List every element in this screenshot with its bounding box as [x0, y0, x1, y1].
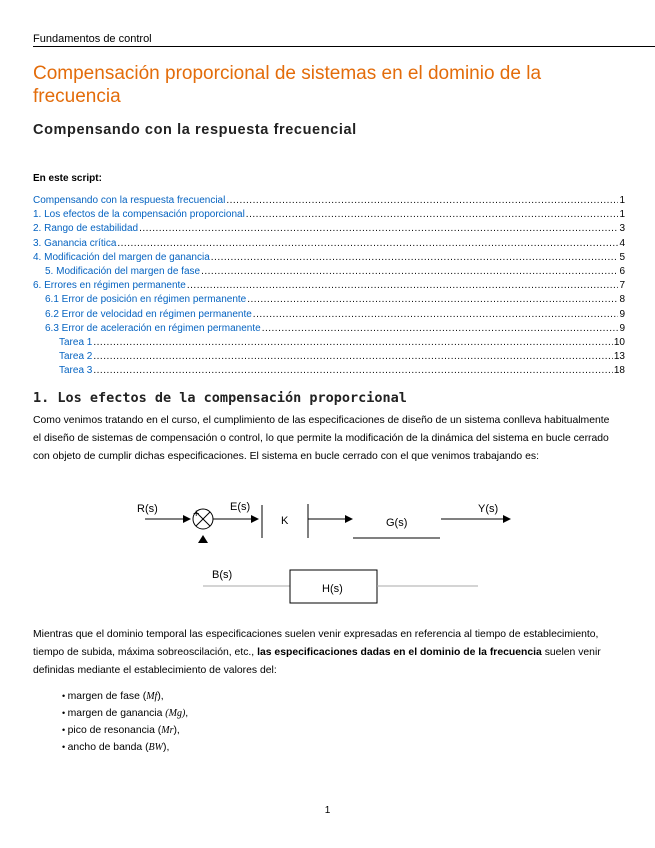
toc-entry[interactable]	[33, 364, 625, 378]
toc-entry-label[interactable]: 4. Modificación del margen de ganancia	[33, 251, 210, 263]
feedback-block-label: H(s)	[322, 583, 343, 595]
toc-entry-page: 9	[619, 308, 625, 320]
toc-entry-label[interactable]: 2. Rango de estabilidad	[33, 223, 139, 235]
toc-entry-label[interactable]: 6.1 Error de posición en régimen permanente	[45, 294, 247, 306]
toc-entry-page: 7	[619, 280, 625, 292]
toc-entry[interactable]	[33, 279, 625, 293]
list-item-symbol: BW	[148, 742, 163, 753]
spec-text-end: suelen venir definidas mediante el establecimiento de valores del:	[33, 647, 601, 676]
toc-entry[interactable]	[33, 237, 625, 251]
spec-text-start: Mientras que el dominio temporal las especificaciones suelen venir expresadas en referencia al tiempo de establecimiento, tiempo de subida, máxima sobreoscilación, etc.,	[33, 629, 599, 658]
toc-entry-label[interactable]: 5. Modificación del margen de fase	[45, 265, 201, 277]
output-signal-label: Y(s)	[478, 503, 499, 515]
list-item	[62, 739, 188, 756]
list-item-symbol: Mf	[146, 691, 158, 702]
spec-list	[62, 688, 188, 756]
intro-paragraph: Como venimos tratando en el curso, el cumplimiento de las especificaciones de diseño de un sistema conlleva habitualmente el diseño de sistemas de compensación o control, lo que permite la modificación de la dinámica del sistema en bucle cerrado con objeto de cumplir dichas especificaciones. El sistema en bucle cerrado con el que venimos trabajando es:	[33, 415, 610, 462]
error-signal-label: E(s)	[230, 501, 251, 513]
list-item-end: ),	[163, 742, 170, 753]
toc-entry-page: 8	[619, 294, 625, 306]
toc-entry-page: 1	[619, 195, 625, 206]
list-item-text: margen de ganancia	[67, 708, 166, 719]
toc-entry-label[interactable]: Tarea 3	[59, 365, 93, 377]
list-item-text: ancho de banda (	[67, 742, 149, 753]
list-item-end: ),	[173, 725, 180, 736]
toc-entry[interactable]	[33, 350, 625, 364]
toc-entry[interactable]	[33, 194, 625, 208]
spec-paragraph	[33, 626, 613, 680]
input-signal-label: R(s)	[137, 503, 158, 515]
page-number: 1	[324, 805, 331, 816]
toc-entry[interactable]	[33, 308, 625, 322]
document-subtitle: Compensando con la respuesta frecuencial	[33, 122, 357, 138]
plant-label: G(s)	[386, 517, 408, 529]
toc-entry[interactable]	[33, 208, 625, 222]
toc-entry-page: 6	[619, 265, 625, 277]
list-item-symbol: Mr	[161, 725, 174, 736]
toc-entry[interactable]	[33, 336, 625, 350]
toc-entry[interactable]	[33, 322, 625, 336]
controller-label: K	[281, 515, 289, 527]
running-header: Fundamentos de control	[33, 33, 655, 47]
list-item-end: ),	[157, 691, 164, 702]
toc-entry-page: 3	[619, 223, 625, 235]
toc-entry-label[interactable]: Tarea 1	[59, 336, 93, 348]
toc-heading: En este script:	[33, 173, 102, 184]
table-of-contents	[33, 194, 625, 378]
toc-entry-page: 9	[619, 322, 625, 334]
toc-entry-page: 10	[613, 336, 625, 348]
plus-sign: +	[193, 508, 200, 520]
toc-entry-label[interactable]: 3. Ganancia crítica	[33, 237, 117, 249]
toc-entry-page: 13	[613, 351, 625, 363]
toc-entry[interactable]	[33, 293, 625, 307]
section-heading: 1. Los efectos de la compensación proporcional	[33, 390, 407, 406]
document-title: Compensación proporcional de sistemas en el dominio de la frecuencia	[33, 63, 542, 107]
toc-entry-page: 5	[619, 251, 625, 263]
toc-entry-label[interactable]: 6.2 Error de velocidad en régimen permanente	[45, 308, 252, 320]
toc-entry-label[interactable]: Tarea 2	[59, 351, 93, 363]
block-diagram	[0, 490, 655, 610]
list-item-symbol: (Mg)	[165, 708, 186, 719]
toc-entry-page: 1	[619, 209, 625, 221]
feedback-arrowhead	[198, 535, 208, 543]
feedback-signal-label: B(s)	[212, 569, 233, 581]
list-item-end: ,	[185, 708, 189, 719]
toc-entry-page: 4	[619, 237, 625, 249]
list-item-text: margen de fase (	[67, 691, 147, 702]
list-item	[62, 705, 188, 722]
toc-entry[interactable]	[33, 265, 625, 279]
toc-entry-label[interactable]: 1. Los efectos de la compensación proporcional	[33, 209, 245, 221]
toc-entry[interactable]	[33, 251, 625, 265]
toc-entry-label[interactable]: 6. Errores en régimen permanente	[33, 280, 186, 292]
toc-entry-page: 18	[613, 365, 625, 377]
list-item	[62, 722, 188, 739]
list-item-text: pico de resonancia (	[67, 725, 162, 736]
spec-text-bold: las especificaciones dadas en el dominio de la frecuencia	[257, 647, 542, 658]
toc-entry-label[interactable]: 6.3 Error de aceleración en régimen permanente	[45, 322, 261, 334]
toc-entry-label[interactable]: Compensando con la respuesta frecuencial	[33, 195, 226, 206]
list-item	[62, 688, 188, 705]
toc-entry[interactable]	[33, 222, 625, 236]
